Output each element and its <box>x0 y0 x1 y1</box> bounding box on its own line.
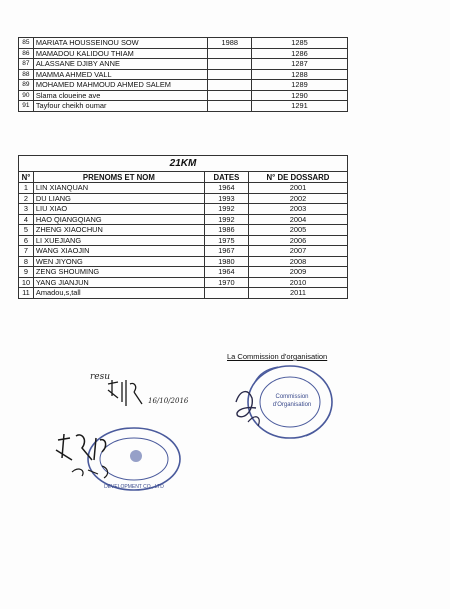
participant-name: MARIATA HOUSSEINOU SOW <box>33 38 208 49</box>
header-dossard: N° DE DOSSARD <box>248 172 347 183</box>
stamp-text-2: d'Organisation <box>272 402 312 408</box>
handwritten-date: 16/10/2016 <box>148 397 189 405</box>
bib-number: 1287 <box>251 59 347 70</box>
participant-name: WANG XIAOJIN <box>33 246 204 257</box>
row-number: 88 <box>19 69 34 80</box>
row-number: 10 <box>19 277 34 288</box>
row-number: 5 <box>19 225 34 236</box>
bib-number: 2003 <box>248 204 347 215</box>
participant-name: DU LIANG <box>33 193 204 204</box>
birth-year: 1975 <box>204 235 248 246</box>
row-number: 85 <box>19 38 34 49</box>
chinese-signature <box>104 376 154 410</box>
table-row <box>19 101 348 112</box>
bib-number: 2001 <box>248 183 347 194</box>
bib-number: 2007 <box>248 246 347 257</box>
birth-year: 1986 <box>204 225 248 236</box>
table-row <box>19 277 348 288</box>
table-row <box>19 183 348 194</box>
row-number: 1 <box>19 183 34 194</box>
birth-year <box>208 101 252 112</box>
bib-number: 2011 <box>248 288 347 299</box>
table-row <box>19 193 348 204</box>
participant-name: MAMMA AHMED VALL <box>33 69 208 80</box>
bib-number: 2008 <box>248 256 347 267</box>
bib-number: 1285 <box>251 38 347 49</box>
participant-name: Amadou,s,tall <box>33 288 204 299</box>
km21-table-body <box>19 183 348 299</box>
participant-name: MOHAMED MAHMOUD AHMED SALEM <box>33 80 208 91</box>
birth-year <box>208 48 252 59</box>
header-name: PRENOMS ET NOM <box>33 172 204 183</box>
participant-name: ZENG SHOUMING <box>33 267 204 278</box>
participants-table-body <box>19 38 348 112</box>
birth-year: 1964 <box>204 183 248 194</box>
left-signature <box>52 430 122 480</box>
birth-year: 1967 <box>204 246 248 257</box>
table-title-row <box>19 156 348 172</box>
birth-year: 1964 <box>204 267 248 278</box>
table-row <box>19 38 348 49</box>
participant-name: ZHENG XIAOCHUN <box>33 225 204 236</box>
bib-number: 2004 <box>248 214 347 225</box>
table-row <box>19 80 348 91</box>
birth-year: 1970 <box>204 277 248 288</box>
table-row <box>19 69 348 80</box>
row-number: 2 <box>19 193 34 204</box>
participant-name: LIN XIANQUAN <box>33 183 204 194</box>
bib-number: 1286 <box>251 48 347 59</box>
row-number: 7 <box>19 246 34 257</box>
participant-name: ALASSANE DJIBY ANNE <box>33 59 208 70</box>
birth-year: 1992 <box>204 204 248 215</box>
participant-name: LIU XIAO <box>33 204 204 215</box>
stamp-text-1: Commission <box>275 394 309 400</box>
row-number: 11 <box>19 288 34 299</box>
table-row <box>19 225 348 236</box>
row-number: 86 <box>19 48 34 59</box>
table-row <box>19 267 348 278</box>
birth-year: 1992 <box>204 214 248 225</box>
participant-name: WEN JIYONG <box>33 256 204 267</box>
bib-number: 2006 <box>248 235 347 246</box>
birth-year <box>208 69 252 80</box>
participant-name: Tayfour cheikh oumar <box>33 101 208 112</box>
participant-name: Slama cloueine ave <box>33 90 208 101</box>
header-num: N° <box>19 172 34 183</box>
participant-name: LI XUEJIANG <box>33 235 204 246</box>
table-row <box>19 246 348 257</box>
table-row <box>19 48 348 59</box>
row-number: 8 <box>19 256 34 267</box>
birth-year: 1988 <box>208 38 252 49</box>
handwritten-resu: resu <box>90 372 111 382</box>
row-number: 91 <box>19 101 34 112</box>
bib-number: 2009 <box>248 267 347 278</box>
row-number: 89 <box>19 80 34 91</box>
header-dates: DATES <box>204 172 248 183</box>
row-number: 9 <box>19 267 34 278</box>
birth-year: 1980 <box>204 256 248 267</box>
table-header-row <box>19 172 348 183</box>
organisation-stamp <box>226 362 336 442</box>
birth-year <box>208 90 252 101</box>
row-number: 90 <box>19 90 34 101</box>
bib-number: 2010 <box>248 277 347 288</box>
participants-table-continued <box>18 37 348 112</box>
row-number: 3 <box>19 204 34 215</box>
table-title: 21KM <box>19 156 348 172</box>
table-row <box>19 214 348 225</box>
bib-number: 2002 <box>248 193 347 204</box>
table-row <box>19 235 348 246</box>
stamp-left-text: DEVELOPMENT CO., LTD <box>104 484 164 490</box>
birth-year: 1993 <box>204 193 248 204</box>
table-row <box>19 288 348 299</box>
table-row <box>19 256 348 267</box>
bib-number: 1291 <box>251 101 347 112</box>
birth-year <box>208 80 252 91</box>
row-number: 6 <box>19 235 34 246</box>
participant-name: YANG JIANJUN <box>33 277 204 288</box>
table-21km <box>18 155 348 299</box>
bib-number: 1290 <box>251 90 347 101</box>
bib-number: 1289 <box>251 80 347 91</box>
bib-number: 1288 <box>251 69 347 80</box>
participant-name: MAMADOU KALIDOU THIAM <box>33 48 208 59</box>
bib-number: 2005 <box>248 225 347 236</box>
table-row <box>19 90 348 101</box>
row-number: 87 <box>19 59 34 70</box>
organisation-title: La Commission d'organisation <box>227 352 328 361</box>
birth-year <box>204 288 248 299</box>
birth-year <box>208 59 252 70</box>
table-row <box>19 204 348 215</box>
row-number: 4 <box>19 214 34 225</box>
participant-name: HAO QIANGQIANG <box>33 214 204 225</box>
table-row <box>19 59 348 70</box>
